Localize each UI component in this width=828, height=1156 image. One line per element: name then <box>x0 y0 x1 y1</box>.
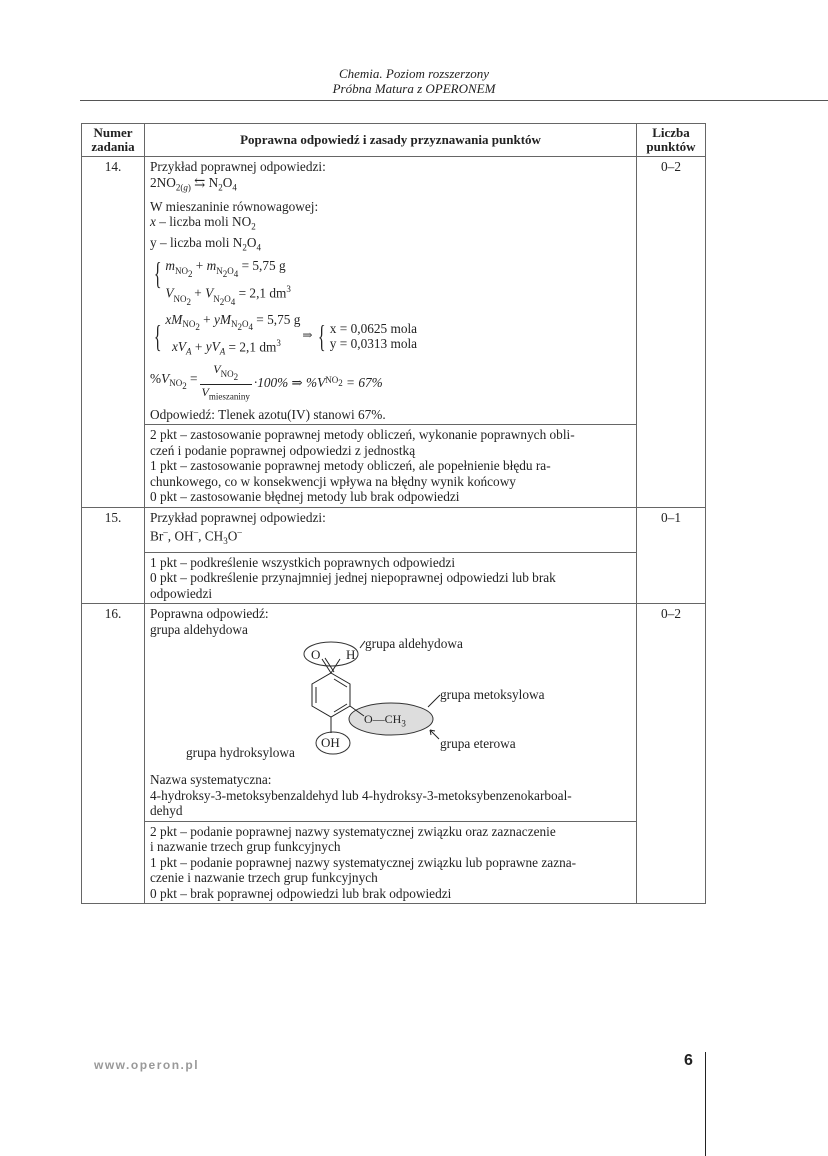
q15-ions: Br–, OH–, $CH_3O^-$ <box>150 527 242 547</box>
atom-h: H <box>346 647 356 663</box>
scoring-line: 0 pkt – zastosowanie błędnej metody lub brak odpowiedzi <box>150 489 460 505</box>
task-number: 16. <box>82 604 145 904</box>
q15-scoring <box>145 552 636 604</box>
q14-y-def: y – liczba moli $N_2O_4$ <box>150 235 261 253</box>
q16-scoring <box>145 821 636 904</box>
q14-system1: { $m_{NO_2} + m_{N_2O_4} = 5,75$ g $V_{NO_2} + V_{N_2O_4} = 2,1$ $dm^3$ <box>153 255 291 307</box>
scoring-line: 0 pkt – podkreślenie przynajmniej jednej niepoprawnej odpowiedzi lub brak <box>150 570 556 586</box>
scoring-line: 1 pkt – podanie poprawnej nazwy systematycznej związku lub poprawne zazna- <box>150 854 577 870</box>
q16-group: grupa aldehydowa <box>150 621 248 637</box>
scoring-line: odpowiedzi <box>150 585 213 601</box>
header-subject: Chemia. Poziom rozszerzony <box>338 66 490 81</box>
q14-final-answer: Odpowiedź: Tlenek azotu(IV) stanowi 67%. <box>150 406 386 422</box>
col-answer-header: Poprawna odpowiedź i zasady przyznawania punktów <box>145 124 637 157</box>
label-aldehyde: grupa aldehydowa <box>365 636 463 652</box>
label-ether: grupa eterowa <box>440 736 516 752</box>
q15-intro: Przykład poprawnej odpowiedzi: <box>150 509 326 525</box>
task-points: 0–2 <box>637 604 706 904</box>
implies-icon: ⇒ <box>302 328 313 343</box>
label-methoxy: grupa metoksylowa <box>440 687 545 703</box>
col-points-header: Liczba punktów <box>637 124 706 157</box>
table-row <box>82 604 706 904</box>
q16-sys-label: Nazwa systematyczna: <box>150 772 272 788</box>
q15-answer <box>145 508 636 552</box>
scoring-line: chunkowego, co w konsekwencji wpływa na błędny wynik końcowy <box>150 473 516 489</box>
q14-result-y: y = 0,0313 mola <box>329 336 418 352</box>
footer-divider <box>705 1052 706 1156</box>
q14-reaction: $2NO_{2(g)}$ ⇆ $N_2O_4$ <box>150 174 237 193</box>
answer-table <box>81 123 706 904</box>
arrow-methoxy <box>428 695 440 707</box>
ring-double-bond <box>334 704 347 712</box>
q14-system2: { $xM_{NO_2} + yM_{N_2O_4} = 5,75$ g $xV_A + yV_A = 2,1$ $dm^3$ ⇒ { x = 0,0625 mola y = 0,0313 mola <box>153 311 418 357</box>
table-header-row <box>82 124 706 157</box>
q14-result-x: x = 0,0625 mola <box>329 320 418 336</box>
ring-double-bond <box>334 679 347 687</box>
scoring-line: 0 pkt – brak poprawnej odpowiedzi lub brak odpowiedzi <box>150 885 452 901</box>
table-row <box>82 157 706 508</box>
benzene-ring <box>312 673 350 717</box>
atom-och3: $O—CH_3$ <box>364 712 406 729</box>
page-header <box>0 66 828 96</box>
q14-x-def: x – liczba moli $NO_2$ <box>150 214 256 232</box>
q14-answer <box>145 157 636 424</box>
page-number: 6 <box>684 1052 693 1069</box>
atom-o: O <box>311 647 321 663</box>
table-row <box>82 507 706 604</box>
q14-scoring <box>145 424 636 507</box>
scoring-line: 1 pkt – zastosowanie poprawnej metody obliczeń, ale popełnienie błędu ra- <box>150 458 551 474</box>
atom-oh: OH <box>321 735 340 751</box>
scoring-line: 2 pkt – podanie poprawnej nazwy systematycznej związku oraz zaznaczenie <box>150 823 556 839</box>
scoring-line: czeń i podanie poprawnej odpowiedzi z jednostką <box>150 442 416 458</box>
q16-sys-name-cont: dehyd <box>150 803 183 819</box>
scoring-line: 2 pkt – zastosowanie poprawnej metody obliczeń, wykonanie poprawnych obli- <box>150 427 575 443</box>
q14-mixture: W mieszaninie równowagowej: <box>150 198 319 214</box>
q14-percent: $\%V_{NO_2}$ = $V_{NO_2}$ $V_{mieszaniny}$ ·100% ⇒ %V $NO_2$ = 67% <box>150 362 383 401</box>
scoring-line: i nazwanie trzech grup funkcyjnych <box>150 839 341 855</box>
header-divider <box>80 100 828 101</box>
task-points: 0–2 <box>637 157 706 508</box>
label-hydroxyl: grupa hydroksylowa <box>186 745 295 761</box>
scoring-line: czenie i nazwanie trzech grup funkcyjnych <box>150 870 378 886</box>
task-number: 15. <box>82 507 145 604</box>
q14-intro: Przykład poprawnej odpowiedzi: <box>150 159 326 174</box>
q16-sys-name: 4-hydroksy-3-metoksybenzaldehyd lub 4-hydroksy-3-metoksybenzenokarboal- <box>150 787 572 803</box>
q16-intro: Poprawna odpowiedź: <box>150 606 269 622</box>
header-exam: Próbna Matura z OPERONEM <box>332 81 496 96</box>
q16-answer <box>145 604 636 821</box>
task-number: 14. <box>82 157 145 508</box>
vanillin-structure-diagram <box>150 637 631 772</box>
col-number-header: Numer zadania <box>82 124 145 157</box>
task-points: 0–1 <box>637 507 706 604</box>
scoring-line: 1 pkt – podkreślenie wszystkich poprawnych odpowiedzi <box>150 554 456 570</box>
footer-url: www.operon.pl <box>94 1058 200 1072</box>
